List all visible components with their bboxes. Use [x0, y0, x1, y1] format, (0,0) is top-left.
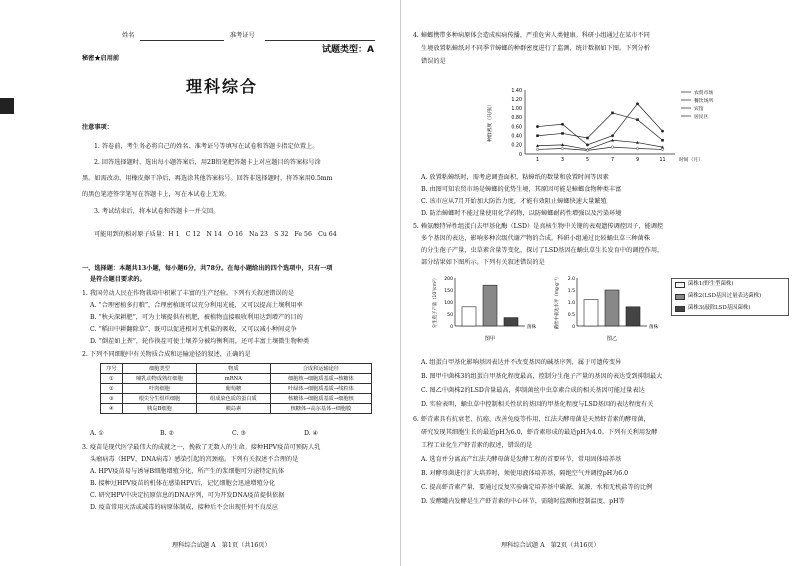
bar: [584, 300, 598, 326]
y-axis-label: 种群密度（只/张）: [488, 102, 493, 142]
data-point: [636, 102, 639, 105]
q3-stem: 3. 疫苗是现代医学最伟大的成就之一，挽救了无数人的生命。接种HPV疫苗可预防人乳: [82, 444, 321, 451]
table-header-row: [101, 364, 372, 374]
table-cell: 组成染色质的蛋白质: [196, 394, 270, 404]
data-point: [536, 134, 539, 137]
q3-stem-cont: 头瘤病毒（HPV，DNA病毒）感染引起的宫颈癌。下列有关叙述不合理的是: [90, 456, 299, 463]
population-density-chart: [481, 84, 741, 170]
data-point: [586, 143, 589, 146]
q4-stem-cont: 错误的是: [421, 58, 446, 65]
q5-option-a: A. 组蛋白甲基化影响基因表达并不改变基因的碱基序列，属于可遗传变异: [421, 359, 622, 366]
table-cell: 叶肉细胞: [123, 384, 197, 394]
q1-option-b: B. “秋天深耕肥”，可为土壤提供有机肥，被植物直接吸收利用达到增产的目的: [90, 314, 303, 321]
data-point: [561, 132, 564, 135]
note-line: 3. 考试结束后，将本试卷和答题卡一并交回。: [94, 208, 220, 215]
figure-caption: 图甲: [484, 336, 496, 342]
y-axis-label: 分生孢子产量（10⁷/cm²）: [433, 275, 438, 329]
name-underline: [140, 40, 224, 41]
y-tick-label: 0: [572, 324, 575, 330]
y-tick-label: 0: [450, 324, 453, 330]
y-tick-label: 100: [444, 300, 453, 306]
legend-swatch-2: [675, 294, 685, 300]
exam-type: 试题类型：A: [322, 45, 374, 55]
x-axis-label: 菌株: [649, 325, 659, 330]
x-tick-label: 9: [635, 158, 640, 163]
data-point: [611, 134, 614, 137]
y-tick-label: 1.40: [511, 88, 522, 94]
x-tick-label: 1: [535, 158, 540, 163]
y-tick-label: 50: [447, 312, 453, 318]
q1-option-d: D. “倒茬如上粪”，轮作换茬可使土壤养分被均衡利用，还可丰富土壤微生物种类: [90, 338, 310, 345]
q3-option-d: D. 疫苗常用灭活或减毒的病原体制成，接种后不会出现任何不良反应: [90, 504, 279, 511]
x-tick-label: 3: [560, 158, 565, 163]
notes-title: 注意事项：: [82, 124, 113, 131]
paper-title: 理科综合: [186, 77, 259, 96]
x-axis-label: 菌株: [527, 325, 537, 330]
y-tick-label: 1.5: [567, 288, 575, 294]
y-tick-label: 150: [444, 288, 453, 294]
bar: [605, 290, 619, 326]
q6-option-a: A. 选育并分离高产红法夫酵母菌是发酵工程的首要环节，常用固体培养基: [421, 456, 622, 463]
data-point: [561, 147, 564, 150]
table-cell: 叶绿体→细胞质基质→线粒体: [270, 384, 371, 394]
table-cell: 胰岛B细胞: [123, 404, 197, 414]
table-cell: ①: [101, 374, 123, 384]
legend-label: 农贸市场: [694, 90, 714, 96]
y-axis-label: 菌丝中表达水平（mg·g⁻¹）: [555, 274, 560, 330]
table-row: [101, 404, 372, 414]
q1-option-c: C. “稻田中耕翻除草”，既可以促进根对无机盐的吸收，又可以减小种间竞争: [90, 326, 297, 333]
data-point: [586, 137, 589, 140]
q3-option-a: A. HPV疫苗易与诱导B细胞增殖分化，所产生的浆细胞可分泌特定抗体: [90, 468, 285, 475]
series-line: [538, 147, 663, 150]
atomic-masses: 可能用到的相对原子质量：H 1 C 12 N 14 O 16 Na 23 S 32 Fe 56 Cu 64: [94, 231, 337, 238]
data-point: [661, 130, 664, 133]
q6-stem-cont: 工程工业化生产虾青素的叙述，错误的是: [421, 442, 533, 449]
table-row: [101, 374, 372, 384]
x-axis-label: 时间（月）: [679, 158, 703, 163]
q5-stem-cont: 部分结果如下图所示。下列有关叙述错误的是: [421, 259, 545, 266]
table-header: 细胞类型: [123, 364, 197, 374]
x-tick-label: 11: [659, 158, 666, 163]
table-header: 物质: [196, 364, 270, 374]
note-line: 2. 回答选择题时，选出每小题答案后，用2B铅笔把答题卡上对应题目的答案标号涂: [94, 159, 321, 166]
q5-option-d: D. 实验表明，蛹虫草中控制相关性状的基因的甲基化程度与LSD基因的表达程度有关: [421, 401, 654, 408]
expression-level-chart: [551, 272, 661, 346]
q2-option-d: D. ④: [304, 430, 319, 437]
q4-stem: 4. 蟑螂携带多种病原体会造成疾病传播，严重危害人类健康。科研小组通过在某市不同: [413, 32, 650, 39]
q5-option-b: B. 图甲中菌株3的组蛋白甲基化程度最高，控制分生孢子产量的基因的表达受到抑制最大: [421, 373, 663, 380]
legend-label: 菌株1(野生型菌株): [688, 281, 734, 287]
x-tick-label: 7: [610, 158, 615, 163]
y-tick-label: 1.20: [511, 97, 522, 103]
y-tick-label: 0: [518, 152, 522, 158]
q6-stem-cont: 研究发现其细胞生长的最适pH为6.0，虾青素形成的最适pH为4.0。下列有关利用发酵: [421, 429, 658, 436]
x-tick-label: 5: [585, 158, 590, 163]
data-point: [536, 125, 539, 128]
q5-stem: 5. 赖氨酸特异性组蛋白去甲基化酶（LSD）是真核生物中关键的表观遗传调控因子，能调控: [413, 223, 664, 230]
y-tick-label: 1.00: [511, 107, 522, 113]
y-tick-label: 0.5: [567, 312, 575, 318]
bar: [626, 307, 640, 326]
q6-option-b: B. 对酵母菌进行扩大培养时，须使用液体培养基，隔绝空气并调控pH为6.0: [421, 470, 629, 477]
note-line: 1. 答卷前，考生务必将自己的姓名、准考证号等填写在试卷和答题卡指定位置上。: [94, 143, 319, 150]
figure-caption: 图乙: [606, 336, 618, 342]
spore-yield-chart: [429, 272, 539, 346]
q2-option-b: B. ②: [160, 430, 175, 437]
table-cell: 核糖体→细胞质基质→细胞核: [270, 394, 371, 404]
table-cell: 胰岛素: [196, 404, 270, 414]
series-line: [538, 104, 663, 145]
q3-option-c: C. 研究HPV中决定抗原信息的DNA序列，可为开发DNA疫苗提供依据: [90, 492, 285, 499]
q5-stem-cont: 多个基因的表达，影响多种次级代谢产物的合成。科研小组通过比较蛹虫草三种菌株: [421, 235, 650, 242]
legend-label: 餐饮场所: [694, 98, 714, 104]
q1-option-a: A. “合理密植多打粮”，合理密植既可以充分利用光能，又可以提高土壤利用率: [90, 302, 303, 309]
legend-swatch-3: [675, 306, 685, 312]
table-header: 序号: [101, 364, 123, 374]
strain-legend: [671, 278, 789, 316]
bar: [504, 318, 518, 326]
data-point: [611, 146, 614, 149]
q2-stem: 2. 下列不同细胞中有关物质合成和运输途径的叙述，正确的是: [82, 351, 251, 358]
binding-mark: [0, 98, 14, 114]
data-point: [636, 118, 639, 121]
series-line: [538, 113, 663, 140]
bar: [483, 285, 497, 326]
series-line: [538, 140, 663, 149]
q3-option-b: B. 接种过HPV疫苗的机体在感染HPV后，记忆细胞会迅速增殖分化: [90, 480, 276, 487]
legend-label: 宾馆: [694, 106, 704, 112]
data-point: [661, 139, 664, 142]
q5-option-c: C. 图乙中菌株2的LSD含量最高，抑制菌丝中虫草素合成的相关基因可能过量表达: [421, 387, 645, 394]
table-cell: ②: [101, 384, 123, 394]
table-header: 合成和运输途径: [270, 364, 371, 374]
q6-stem: 6. 虾青素具有抗衰老、抗癌、改善免疫等作用，红法夫酵母菌是天然虾青素的酵母菌，: [413, 416, 650, 423]
data-point: [611, 112, 614, 115]
y-tick-label: 200: [444, 276, 453, 282]
table-row: [101, 394, 372, 404]
y-tick-label: 0.20: [511, 143, 522, 149]
data-point: [536, 148, 539, 151]
table-cell: 细胞核→细胞质基质→核糖体: [270, 374, 371, 384]
table-cell: 核糖体→高尔基体→细胞膜: [270, 404, 371, 414]
page-footer: 理科综合试题 A 第2页（共16页）: [501, 542, 600, 549]
y-tick-label: 0.60: [511, 125, 522, 131]
ticket-underline: [265, 40, 375, 41]
note-line: 的黑色笔迹签字笔写在答题卡上，写在本试卷上无效。: [82, 191, 231, 198]
table-cell: ④: [101, 404, 123, 414]
q2-option-a: A. ①: [90, 430, 104, 437]
q4-option-a: A. 放置粘蟑纸时，需考虑调查面积、粘蟑纸的数量和放置时间等因素: [421, 174, 609, 181]
q4-stem-cont: 生境放置粘蟑纸对不同季节蟑螂的种群密度进行了监测，统计数据如下图。下列分析: [421, 45, 650, 52]
q4-option-d: D. 防治蟑螂时不能过量使用化学药物，以防蟑螂耐药性增强以及污染环境: [421, 210, 622, 217]
table-cell: mRNA: [196, 374, 270, 384]
page-2: [400, 0, 800, 566]
table-cell: 根尖分生组织细胞: [123, 394, 197, 404]
table-row: [101, 384, 372, 394]
y-tick-label: 2.0: [567, 276, 575, 282]
page-footer: 理科综合试题 A 第1页（共16页）: [172, 542, 271, 549]
q6-option-d: D. 发酵罐内发酵是生产虾青素的中心环节，需随时监测和控制温度、pH等: [421, 498, 625, 505]
table-cell: 葡萄糖: [196, 384, 270, 394]
note-line: 黑。如需改动，用橡皮擦干净后，再选涂其他答案标号。回答非选择题时，将答案用0.5mm: [82, 175, 333, 182]
q2-option-c: C. ③: [232, 430, 246, 437]
y-tick-label: 1.0: [567, 300, 575, 306]
data-point: [636, 147, 639, 150]
q5-stem-cont: 的分生孢子产量，虫草素含量等变化，探讨了LSD基因在蛹虫草生长发育中的调控作用，: [421, 247, 664, 254]
q4-option-b: B. 由图可知农贸市场是蟑螂的优势生境，其原因可能是蟑螂食物种类丰富: [421, 186, 622, 193]
q6-option-c: C. 提高虾青素产量，要通过反复实验确定培养基中碳源、氮源、水和无机盐等的比例: [421, 484, 653, 491]
legend-label: 居民区: [694, 114, 709, 120]
name-label: 姓名: [122, 32, 135, 39]
q4-option-c: C. 该市应从7月开始加大防治力度，才能有效阻止蟑螂快速大量繁殖: [421, 198, 607, 205]
y-tick-label: 0.80: [511, 116, 522, 122]
legend-label: 菌株2(LSD基因过量表达菌株): [688, 293, 762, 299]
table-cell: ③: [101, 394, 123, 404]
data-point: [561, 123, 564, 126]
section-heading-cont: 是符合题目要求的。: [90, 276, 146, 283]
q2-table: [100, 363, 372, 414]
legend-label: 菌株3(敲除LSD基因菌株): [688, 305, 751, 311]
table-cell: 哺乳动物成熟红细胞: [123, 374, 197, 384]
ticket-label: 准考证号: [230, 32, 255, 39]
q1-stem: 1. 我国劳动人民在作物栽培中积累了丰富的生产经验。下列有关叙述错误的是: [82, 290, 295, 297]
secret-label: 秘密★启用前: [82, 55, 120, 62]
bar: [462, 307, 476, 326]
section-heading: 一、选择题：本题共13小题，每小题6分，共78分。在每小题给出的四个选项中，只有一项: [82, 265, 333, 272]
y-tick-label: 0.40: [511, 134, 522, 140]
legend-swatch-1: [675, 282, 685, 288]
